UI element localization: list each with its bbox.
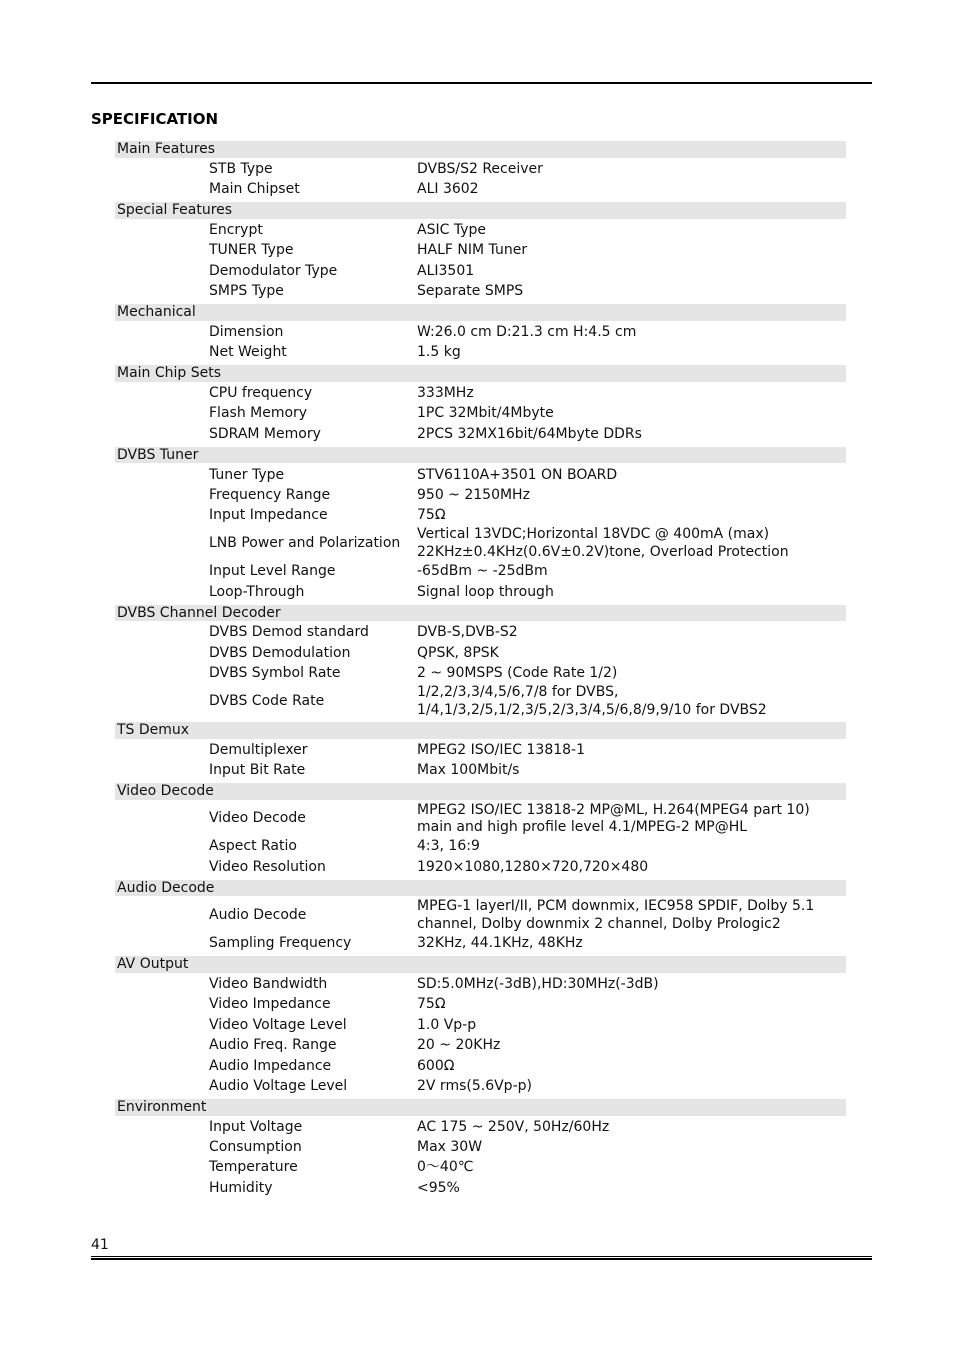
spec-value-line: 0～40℃: [417, 1159, 474, 1176]
spec-value-line: HALF NIM Tuner: [417, 242, 528, 259]
spec-value: [417, 467, 846, 485]
spec-label: Consumption: [209, 1139, 302, 1156]
spec-row: [115, 323, 846, 343]
spec-value-line: Max 100Mbit/s: [417, 762, 520, 779]
spec-value-line: 950 ~ 2150MHz: [417, 486, 530, 503]
spec-row: [115, 837, 846, 857]
page-title: SPECIFICATION: [91, 110, 219, 128]
spec-label: CPU frequency: [209, 384, 313, 401]
spec-value-line: 4:3, 16:9: [417, 838, 480, 855]
section-title: Main Chip Sets: [117, 365, 222, 382]
spec-label: Temperature: [209, 1159, 298, 1176]
spec-row: [115, 582, 846, 602]
spec-row: [115, 486, 846, 506]
spec-row: [115, 1117, 846, 1137]
spec-label: Flash Memory: [209, 405, 308, 422]
section-header: [115, 603, 846, 623]
bottom-rule-double: [91, 1258, 872, 1260]
bottom-rule: [91, 1256, 872, 1257]
spec-label: DVBS Demodulation: [209, 644, 351, 661]
spec-value: [417, 526, 846, 562]
spec-label: Dimension: [209, 323, 284, 340]
spec-value: [417, 645, 846, 663]
spec-row: [115, 343, 846, 363]
spec-row: [115, 465, 846, 485]
spec-label: Video Bandwidth: [209, 975, 328, 992]
spec-row: [115, 261, 846, 281]
spec-row: [115, 644, 846, 664]
section-header: [115, 720, 846, 740]
spec-value-line: 22KHz±0.4KHz(0.6V±0.2V)tone, Overload Protection: [417, 544, 789, 561]
spec-value: [417, 1159, 846, 1177]
spec-row: [115, 1036, 846, 1056]
spec-row: [115, 384, 846, 404]
section-header: [115, 878, 846, 898]
spec-row: [115, 562, 846, 582]
spec-value: [417, 161, 846, 179]
spec-value-line: 1.0 Vp-p: [417, 1016, 477, 1033]
section-band: [115, 1099, 846, 1116]
spec-value: [417, 222, 846, 240]
spec-value-line: MPEG2 ISO/IEC 13818-1: [417, 741, 586, 758]
spec-value-line: 2PCS 32MX16bit/64Mbyte DDRs: [417, 425, 642, 442]
spec-value: [417, 898, 846, 934]
spec-label: Video Impedance: [209, 996, 331, 1013]
section-title: TS Demux: [117, 721, 190, 738]
spec-row: [115, 506, 846, 526]
spec-row: [115, 221, 846, 241]
spec-label: Audio Voltage Level: [209, 1077, 348, 1094]
spec-row: [115, 1077, 846, 1097]
spec-value: [417, 762, 846, 780]
spec-label: Sampling Frequency: [209, 935, 352, 952]
spec-value-line: 1/4,1/3,2/5,1/2,3/5,2/3,3/4,5/6,8/9,9/10 for DVBS2: [417, 702, 767, 719]
spec-value: [417, 935, 846, 953]
spec-value-line: SD:5.0MHz(-3dB),HD:30MHz(-3dB): [417, 975, 659, 992]
section-title: Mechanical: [117, 304, 196, 321]
section-band: [115, 447, 846, 464]
spec-label: TUNER Type: [209, 242, 294, 259]
spec-value-line: Vertical 13VDC;Horizontal 18VDC @ 400mA (max): [417, 526, 770, 543]
spec-value-line: 1/2,2/3,3/4,5/6,7/8 for DVBS,: [417, 684, 619, 701]
section-header: [115, 445, 846, 465]
spec-value: [417, 665, 846, 683]
spec-row: [115, 1138, 846, 1158]
spec-row: [115, 424, 846, 444]
spec-row: [115, 858, 846, 878]
section-band: [115, 365, 846, 382]
spec-value: [417, 976, 846, 994]
spec-value-line: ASIC Type: [417, 221, 486, 238]
section-band: [115, 304, 846, 321]
spec-value: [417, 385, 846, 403]
section-title: AV Output: [117, 956, 189, 973]
spec-value: [417, 1017, 846, 1035]
section-header: [115, 781, 846, 801]
section-band: [115, 783, 846, 800]
section-title: Special Features: [117, 202, 233, 219]
spec-value-line: -65dBm ~ -25dBm: [417, 563, 548, 580]
spec-label: Video Resolution: [209, 858, 326, 875]
spec-value-line: 1PC 32Mbit/4Mbyte: [417, 405, 554, 422]
spec-row: [115, 684, 846, 720]
spec-value: [417, 324, 846, 342]
top-rule: [91, 82, 872, 84]
spec-value-line: DVB-S,DVB-S2: [417, 624, 518, 641]
spec-value-line: main and high profile level 4.1/MPEG-2 MP@HL: [417, 819, 748, 836]
section-header: [115, 954, 846, 974]
spec-value-line: W:26.0 cm D:21.3 cm H:4.5 cm: [417, 323, 637, 340]
page-number: 41: [91, 1237, 109, 1253]
spec-value-line: 1920×1080,1280×720,720×480: [417, 858, 649, 875]
section-band: [115, 141, 846, 158]
section-title: DVBS Channel Decoder: [117, 604, 281, 621]
spec-label: SDRAM Memory: [209, 425, 321, 442]
spec-value: [417, 487, 846, 505]
spec-value: [417, 181, 846, 199]
spec-value: [417, 802, 846, 838]
spec-row: [115, 1179, 846, 1199]
spec-value-line: 2V rms(5.6Vp-p): [417, 1077, 532, 1094]
spec-row: [115, 241, 846, 261]
spec-value: [417, 426, 846, 444]
section-header: [115, 363, 846, 383]
section-header: [115, 1097, 846, 1117]
spec-value-line: 20 ~ 20KHz: [417, 1037, 501, 1054]
spec-value-line: QPSK, 8PSK: [417, 644, 499, 661]
section-title: Video Decode: [117, 783, 214, 800]
spec-row: [115, 802, 846, 838]
section-band: [115, 880, 846, 897]
spec-row: [115, 934, 846, 954]
section-title: DVBS Tuner: [117, 446, 199, 463]
spec-value: [417, 242, 846, 260]
spec-value: [417, 584, 846, 602]
section-header: [115, 139, 846, 159]
spec-label: Audio Decode: [209, 907, 307, 924]
spec-value-line: AC 175 ~ 250V, 50Hz/60Hz: [417, 1118, 610, 1135]
spec-label: Net Weight: [209, 344, 287, 361]
spec-label: Main Chipset: [209, 181, 300, 198]
spec-value-line: ALI3501: [417, 262, 475, 279]
spec-row: [115, 404, 846, 424]
section-title: Main Features: [117, 141, 216, 157]
spec-value-line: Max 30W: [417, 1139, 483, 1156]
spec-value: [417, 283, 846, 301]
spec-value-line: MPEG-1 layerI/II, PCM downmix, IEC958 SPDIF, Dolby 5.1: [417, 898, 815, 915]
spec-value-line: ALI 3602: [417, 181, 479, 198]
spec-value: [417, 507, 846, 525]
section-band: [115, 956, 846, 973]
spec-row: [115, 975, 846, 995]
spec-row: [115, 1158, 846, 1178]
spec-label: SMPS Type: [209, 283, 284, 300]
spec-value-line: 32KHz, 44.1KHz, 48KHz: [417, 935, 583, 952]
spec-label: Aspect Ratio: [209, 838, 297, 855]
spec-row: [115, 761, 846, 781]
spec-value: [417, 1037, 846, 1055]
spec-row: [115, 282, 846, 302]
spec-row: [115, 898, 846, 934]
spec-label: LNB Power and Polarization: [209, 535, 401, 552]
spec-value: [417, 263, 846, 281]
spec-label: Demodulator Type: [209, 262, 338, 279]
spec-value: [417, 344, 846, 362]
spec-value-line: 2 ~ 90MSPS (Code Rate 1/2): [417, 665, 618, 682]
spec-label: Input Level Range: [209, 563, 336, 580]
spec-row: [115, 180, 846, 200]
spec-label: Input Impedance: [209, 507, 328, 524]
section-header: [115, 302, 846, 322]
spec-label: Loop-Through: [209, 583, 305, 600]
spec-value-line: 1.5 kg: [417, 344, 461, 361]
spec-value-line: STV6110A+3501 ON BOARD: [417, 466, 618, 483]
spec-label: Frequency Range: [209, 486, 331, 503]
spec-row: [115, 623, 846, 643]
spec-value: [417, 996, 846, 1014]
spec-label: Input Voltage: [209, 1118, 303, 1135]
spec-label: Audio Freq. Range: [209, 1037, 337, 1054]
spec-label: DVBS Code Rate: [209, 693, 325, 710]
spec-value: [417, 563, 846, 581]
spec-value-line: 75Ω: [417, 996, 446, 1013]
spec-value-line: 75Ω: [417, 507, 446, 524]
spec-label: Input Bit Rate: [209, 762, 306, 779]
spec-row: [115, 664, 846, 684]
spec-value: [417, 1078, 846, 1096]
spec-value-line: MPEG2 ISO/IEC 13818-2 MP@ML, H.264(MPEG4 part 10): [417, 801, 810, 818]
spec-label: Encrypt: [209, 221, 263, 238]
spec-label: Video Voltage Level: [209, 1016, 347, 1033]
section-title: Environment: [117, 1099, 207, 1115]
spec-value: [417, 742, 846, 760]
spec-row: [115, 159, 846, 179]
spec-row: [115, 995, 846, 1015]
section-header: [115, 200, 846, 220]
spec-value: [417, 405, 846, 423]
spec-value: [417, 838, 846, 856]
spec-value: [417, 1139, 846, 1157]
spec-value: [417, 1180, 846, 1198]
spec-value-line: 600Ω: [417, 1057, 455, 1074]
section-title: Audio Decode: [117, 879, 215, 896]
spec-row: [115, 526, 846, 562]
spec-value: [417, 1058, 846, 1076]
spec-value: [417, 1119, 846, 1137]
spec-label: Demultiplexer: [209, 741, 308, 758]
spec-label: STB Type: [209, 160, 273, 177]
spec-label: Humidity: [209, 1179, 273, 1196]
spec-value-line: Signal loop through: [417, 583, 554, 600]
spec-value-line: DVBS/S2 Receiver: [417, 160, 543, 177]
section-band: [115, 722, 846, 739]
spec-row: [115, 1056, 846, 1076]
spec-table: [115, 139, 846, 1199]
spec-value: [417, 624, 846, 642]
spec-label: Audio Impedance: [209, 1057, 332, 1074]
spec-row: [115, 1015, 846, 1035]
spec-value-line: <95%: [417, 1179, 460, 1196]
spec-label: DVBS Symbol Rate: [209, 665, 341, 682]
spec-row: [115, 740, 846, 760]
spec-value: [417, 859, 846, 877]
spec-value-line: 333MHz: [417, 384, 474, 401]
spec-label: Tuner Type: [209, 466, 285, 483]
spec-label: Video Decode: [209, 810, 306, 827]
spec-value-line: Separate SMPS: [417, 283, 524, 300]
spec-value: [417, 684, 846, 720]
spec-label: DVBS Demod standard: [209, 624, 369, 641]
spec-value-line: channel, Dolby downmix 2 channel, Dolby Prologic2: [417, 916, 781, 933]
